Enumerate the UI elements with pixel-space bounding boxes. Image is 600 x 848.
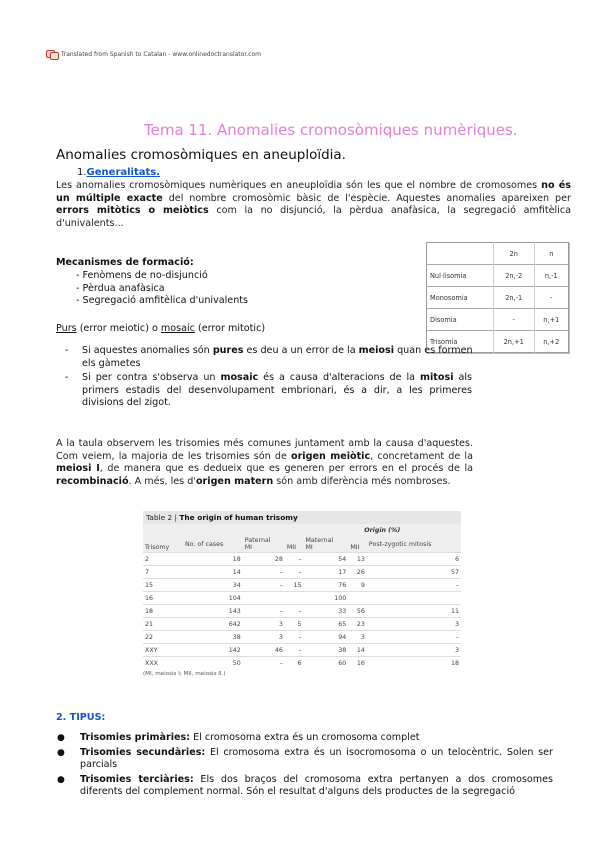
text: 2n,-2 — [493, 265, 534, 287]
origin-header: Origin (%) — [303, 524, 461, 536]
text: són amb diferència més nombroses. — [273, 475, 451, 487]
text: Post-zygotic mitosis — [367, 536, 461, 553]
table-cell: 6 — [285, 657, 304, 670]
text — [183, 524, 243, 536]
table-row — [143, 579, 461, 592]
trisomy-paragraph — [56, 438, 473, 488]
text: origen matern — [195, 475, 274, 487]
text: és a causa d'alteracions de la — [258, 372, 421, 383]
text: Si per contra s'observa un — [82, 372, 221, 383]
table-cell: 3 — [243, 631, 285, 644]
text: meiosi — [358, 345, 395, 356]
text: com la no disjunció, la pèrdua anafàsica, la segregació amfitèlica d'univalents... — [56, 205, 571, 229]
text: MII — [285, 536, 304, 553]
table-cell: – — [243, 657, 285, 670]
table-cell: 38 — [303, 644, 348, 657]
text — [243, 536, 285, 553]
text: Purs — [56, 323, 77, 334]
text: . A més, les d' — [128, 475, 196, 487]
table-row — [427, 265, 569, 287]
table-cell: 3 — [367, 618, 461, 631]
table-cell: 60 — [303, 657, 348, 670]
text: Si aquestes anomalies són — [82, 345, 213, 356]
list-item: - Pèrdua anafàsica — [76, 282, 165, 294]
text: quan es formen els gàmetes — [82, 345, 473, 369]
table-cell: 3 — [367, 644, 461, 657]
table-row — [143, 592, 461, 605]
translation-banner — [46, 50, 261, 58]
text: , concretament de la — [370, 450, 473, 462]
text: recombinació — [56, 475, 129, 487]
text: Paternal — [244, 537, 271, 544]
text: es deu a un error de la — [243, 345, 359, 356]
table-cell — [243, 592, 285, 605]
table-cell: 14 — [348, 644, 367, 657]
table-cell: 54 — [303, 553, 348, 566]
list-item: - Segregació amfitèlica d'univalents — [76, 295, 249, 306]
list-item: - Fenòmens de no-disjunció — [76, 270, 208, 281]
table-cell: 143 — [183, 605, 243, 618]
text: A la taula observem les trisomies més comunes juntament amb la causa d'aquestes. Com veiem, la majoria de les trisomies són de — [56, 438, 473, 462]
table-cell: – — [243, 579, 285, 592]
bullet-icon: ● — [57, 775, 65, 785]
text: n — [534, 243, 568, 265]
text — [303, 536, 348, 553]
table-footnote: (MI, meiosis I; MII, meiosis II.) — [143, 671, 226, 677]
table-cell: 94 — [303, 631, 348, 644]
text: , de manera que es dedueix que es generen per errors en el procés de la — [99, 463, 473, 474]
text: (error meiotic) o — [76, 323, 161, 334]
mechanisms-title: Mecanismes de formació: — [56, 257, 194, 268]
text: mitosi — [420, 372, 454, 383]
section-heading-tipus: 2. TIPUS: — [56, 712, 106, 723]
text: MI — [244, 544, 253, 551]
table-cell: 642 — [183, 618, 243, 631]
table-cell: 56 — [348, 605, 367, 618]
table-cell: 33 — [303, 605, 348, 618]
table-cell: 22 — [143, 631, 183, 644]
text: pures — [212, 345, 244, 356]
text: Nul·lisomia — [427, 265, 494, 287]
table-cell: 57 — [367, 566, 461, 579]
text: n,-1 — [534, 265, 568, 287]
table-cell: 6 — [367, 553, 461, 566]
table-cell: 28 — [243, 553, 285, 566]
intro-paragraph — [56, 180, 571, 230]
text: MI — [305, 544, 313, 551]
table-cell: – — [285, 631, 304, 644]
text: El cromosoma extra és un isocromosoma o un telocèntric. Solen ser parcials — [80, 747, 553, 771]
table-row — [143, 553, 461, 566]
text: Trisomies secundàries: — [80, 747, 206, 758]
table-row — [427, 309, 569, 331]
table-cell: 3 — [243, 618, 285, 631]
table-cell: 23 — [348, 618, 367, 631]
table-row — [143, 631, 461, 644]
table-cell: 34 — [183, 579, 243, 592]
section-heading-generalitats — [77, 167, 160, 178]
text: Les anomalies cromosòmiques numèriques en aneuploïdia són les que el nombre de cromosomes — [56, 180, 542, 191]
text: - — [534, 287, 568, 309]
table-cell — [348, 592, 367, 605]
table-cell: – — [285, 644, 304, 657]
text: meiosi I — [56, 463, 100, 474]
table-row — [427, 243, 569, 265]
text: Disomia — [427, 309, 494, 331]
text: Trisomy — [143, 536, 183, 553]
table-cell: 16 — [348, 657, 367, 670]
bullet-icon: ● — [57, 748, 65, 758]
text: MII — [348, 536, 367, 553]
type-item-primary — [57, 732, 553, 744]
text: No. of cases — [183, 536, 243, 553]
table-row — [143, 618, 461, 631]
table-cell: 142 — [183, 644, 243, 657]
table-cell: – — [285, 553, 304, 566]
table-row — [143, 657, 461, 670]
table-cell: 7 — [143, 566, 183, 579]
table-cell: 5 — [285, 618, 304, 631]
text: errors mitòtics o meiòtics — [56, 205, 209, 216]
text: als primers estadis del desenvolupament embrionari, és a dir, a les primeres divisions del zigot. — [82, 372, 472, 408]
table-cell: 18 — [143, 605, 183, 618]
table-cell: 76 — [303, 579, 348, 592]
table-cell: 46 — [243, 644, 285, 657]
table-cell: 18 — [183, 553, 243, 566]
text: 2n,-1 — [493, 287, 534, 309]
text: mosaic — [160, 323, 195, 334]
table-cell: 9 — [348, 579, 367, 592]
text: 2n — [493, 243, 534, 265]
mechanisms-list — [76, 270, 248, 308]
dash-item-mosaic — [65, 372, 472, 410]
dash-item-pures — [65, 345, 476, 370]
table-cell: 50 — [183, 657, 243, 670]
trisomy-table-body — [143, 553, 461, 670]
bullet-icon: ● — [57, 733, 65, 743]
table-cell: XXX — [143, 657, 183, 670]
table-cell — [367, 592, 461, 605]
text: - — [493, 309, 534, 331]
table-cell: 15 — [143, 579, 183, 592]
banner-text: Translated from Spanish to Catalan - www.onlinedoctranslator.com — [61, 50, 261, 58]
type-item-secondary — [57, 747, 553, 771]
text — [243, 524, 304, 536]
table-cell: 21 — [143, 618, 183, 631]
table-cell: 16 — [143, 592, 183, 605]
text: n,+1 — [534, 309, 568, 331]
table-cell: 17 — [303, 566, 348, 579]
text — [143, 524, 183, 536]
text: Table 2 | — [146, 513, 178, 522]
table-row — [143, 566, 461, 579]
generalitats-link[interactable]: Generalitats. — [86, 167, 161, 178]
translator-logo-icon — [46, 50, 58, 58]
purs-mosaic-line — [56, 323, 265, 334]
table-cell: – — [367, 631, 461, 644]
type-item-tertiary — [57, 774, 553, 798]
section-number: 1. — [77, 167, 87, 178]
text: Trisomies primàries: — [80, 732, 191, 743]
text: Maternal — [305, 537, 334, 544]
text: - — [65, 345, 69, 356]
subtitle: Anomalies cromosòmiques en aneuploïdia. — [56, 147, 346, 163]
text: 2n,+1 — [493, 331, 534, 353]
table-cell: 65 — [303, 618, 348, 631]
text: Monosomia — [427, 287, 494, 309]
text: origen meiòtic — [290, 450, 371, 462]
table-cell: 13 — [348, 553, 367, 566]
table-caption — [143, 511, 461, 524]
table-cell: 14 — [183, 566, 243, 579]
table-row — [427, 287, 569, 309]
table-cell: XXY — [143, 644, 183, 657]
table-cell: 2 — [143, 553, 183, 566]
text: no és un múltiple exacte — [56, 180, 571, 204]
table-cell: – — [243, 566, 285, 579]
table-row — [143, 644, 461, 657]
table-cell: 100 — [303, 592, 348, 605]
text: - — [65, 372, 69, 383]
text: del nombre cromosòmic bàsic de l'espècie. Aquestes anomalies apareixen per — [162, 192, 571, 204]
table-cell: – — [285, 566, 304, 579]
table-cell: 38 — [183, 631, 243, 644]
table-row — [143, 605, 461, 618]
table-cell: – — [285, 605, 304, 618]
text: mosaic — [220, 372, 259, 383]
aneuploidy-summary-table — [426, 242, 569, 353]
trisomy-origin-table — [143, 511, 461, 677]
page-title: Tema 11. Anomalies cromosòmiques numèriques. — [144, 121, 518, 139]
text: Trisomia — [427, 331, 494, 353]
text: n,+2 — [534, 331, 568, 353]
table-cell: 18 — [367, 657, 461, 670]
table-cell: 26 — [348, 566, 367, 579]
table-cell: 104 — [183, 592, 243, 605]
table-cell: – — [367, 579, 461, 592]
text: Trisomies terciàries: — [80, 774, 194, 785]
table-cell — [285, 592, 304, 605]
text — [427, 243, 494, 265]
table-cell: 3 — [348, 631, 367, 644]
text: The origin of human trisomy — [179, 513, 298, 522]
table-cell: – — [243, 605, 285, 618]
text: (error mitotic) — [194, 323, 266, 334]
table-cell: 15 — [285, 579, 304, 592]
table-cell: 11 — [367, 605, 461, 618]
text: Els dos braços del cromosoma extra pertanyen a dos cromosomes diferents del complement normal. Són el resultat d'alguns dels productes de la segregació — [80, 774, 553, 798]
text: El cromosoma extra és un cromosoma complet — [190, 732, 420, 743]
